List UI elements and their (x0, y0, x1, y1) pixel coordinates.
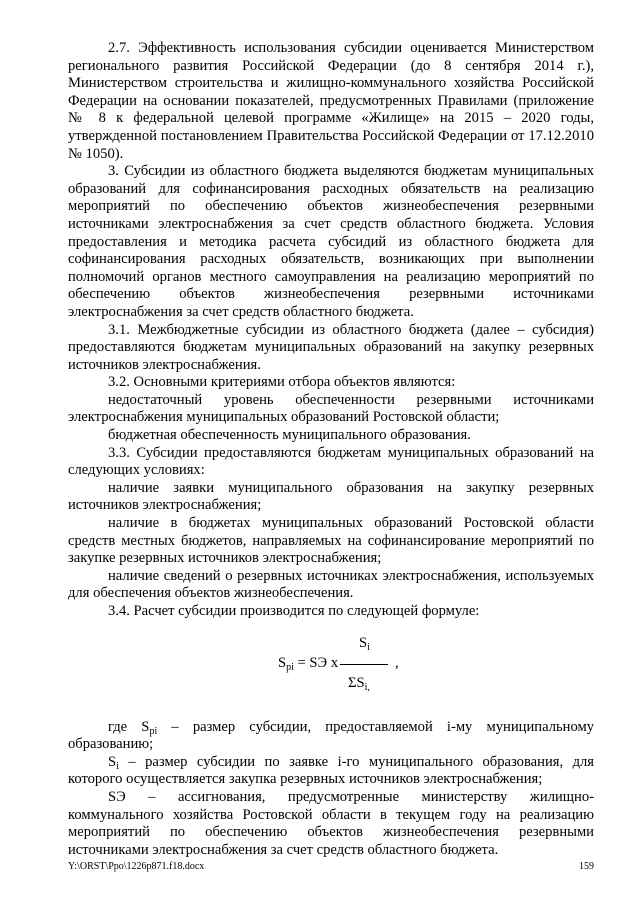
paragraph-3-3: 3.3. Субсидии предоставляются бюджетам муниципальных образований на следующих условиях: (68, 444, 594, 479)
page-footer (68, 858, 594, 872)
definition-spi: где $S_{рi}$ – размер субсидии, предоставляемой i-му муниципальному образованию; (68, 718, 594, 753)
paragraph-3-4: 3.4. Расчет субсидии производится по следующей формуле: (108, 603, 480, 619)
definition-se: SЭ – ассигнования, предусмотренные министерству жилищно-коммунального хозяйства Ростовской области в текущем году на реализацию мероприятий по обеспечению объектов жизнеобеспечения резервными источниками электроснабжения за счет средств областного бюджета. (68, 788, 594, 858)
criterion-item-2: бюджетная обеспеченность муниципального образования. (108, 427, 471, 444)
formula-fraction-bar (340, 664, 388, 665)
paragraph-2-7: 2.7. Эффективность использования субсидии оценивается Министерством регионального развития Российской Федерации (до 8 сентября 2014 г.), Министерством строительства и жилищно-коммунального хозяйства Российской Федерации на основании показателей, предусмотренных Правилами (приложение № 8 к федеральной целевой программе «Жилище» на 2015 – 2020 годы, утвержденной постановлением Правительства Российской Федерации от 17.12.2010 № 1050). (68, 40, 594, 162)
condition-item-2: наличие в бюджетах муниципальных образований Ростовской области средств местных бюджетов, направляемых на софинансирование мероприятий по закупке резервных источников электроснабжения; (68, 515, 594, 567)
criterion-item-1: недостаточный уровень обеспеченности резервными источниками электроснабжения муниципальных образований Ростовской области; (68, 391, 594, 426)
formula-numerator: $S_i$ (359, 634, 370, 653)
page-number: 159 (579, 861, 594, 872)
paragraph-3-1: 3.1. Межбюджетные субсидии из областного бюджета (далее – субсидия) предоставляются бюджетам муниципальных образований на закупку резервных источников электроснабжения. (68, 321, 594, 373)
paragraph-3-2: 3.2. Основными критериями отбора объектов являются: (108, 374, 456, 391)
subsidy-formula (68, 635, 594, 701)
formula-comma: , (395, 654, 399, 671)
definition-si: $S_i$ – размер субсидии по заявке i-го муниципального образования, для которого осуществляется закупка резервных источников электроснабжения; (68, 753, 594, 788)
paragraph-3: 3. Субсидии из областного бюджета выделяются бюджетам муниципальных образований для софинансирования расходных обязательств на реализацию мероприятий по обеспечению объектов жизнеобеспечения резервными источниками электроснабжения за счет средств областного бюджета. Условия предоставления и методика расчета субсидий из областного бюджета для софинансирования расходных обязательств, возникающих при выполнении полномочий органов местного самоуправления на реализацию мероприятий по обеспечению объектов жизнеобеспечения резервными источниками электроснабжения за счет средств областного бюджета. (68, 163, 594, 320)
footer-file-path: Y:\ORST\Ppo\1226p871.f18.docx (68, 861, 205, 872)
condition-item-3: наличие сведений о резервных источниках электроснабжения, используемых для обеспечения объектов жизнеобеспечения. (68, 567, 594, 602)
formula-denominator: $\Sigma S_{i,}$ (348, 674, 370, 693)
condition-item-1: наличие заявки муниципального образования на закупку резервных источников электроснабжения; (68, 479, 594, 514)
formula-lhs: $S_{рi}$ = SЭ х (278, 654, 339, 673)
document-body (68, 40, 594, 859)
